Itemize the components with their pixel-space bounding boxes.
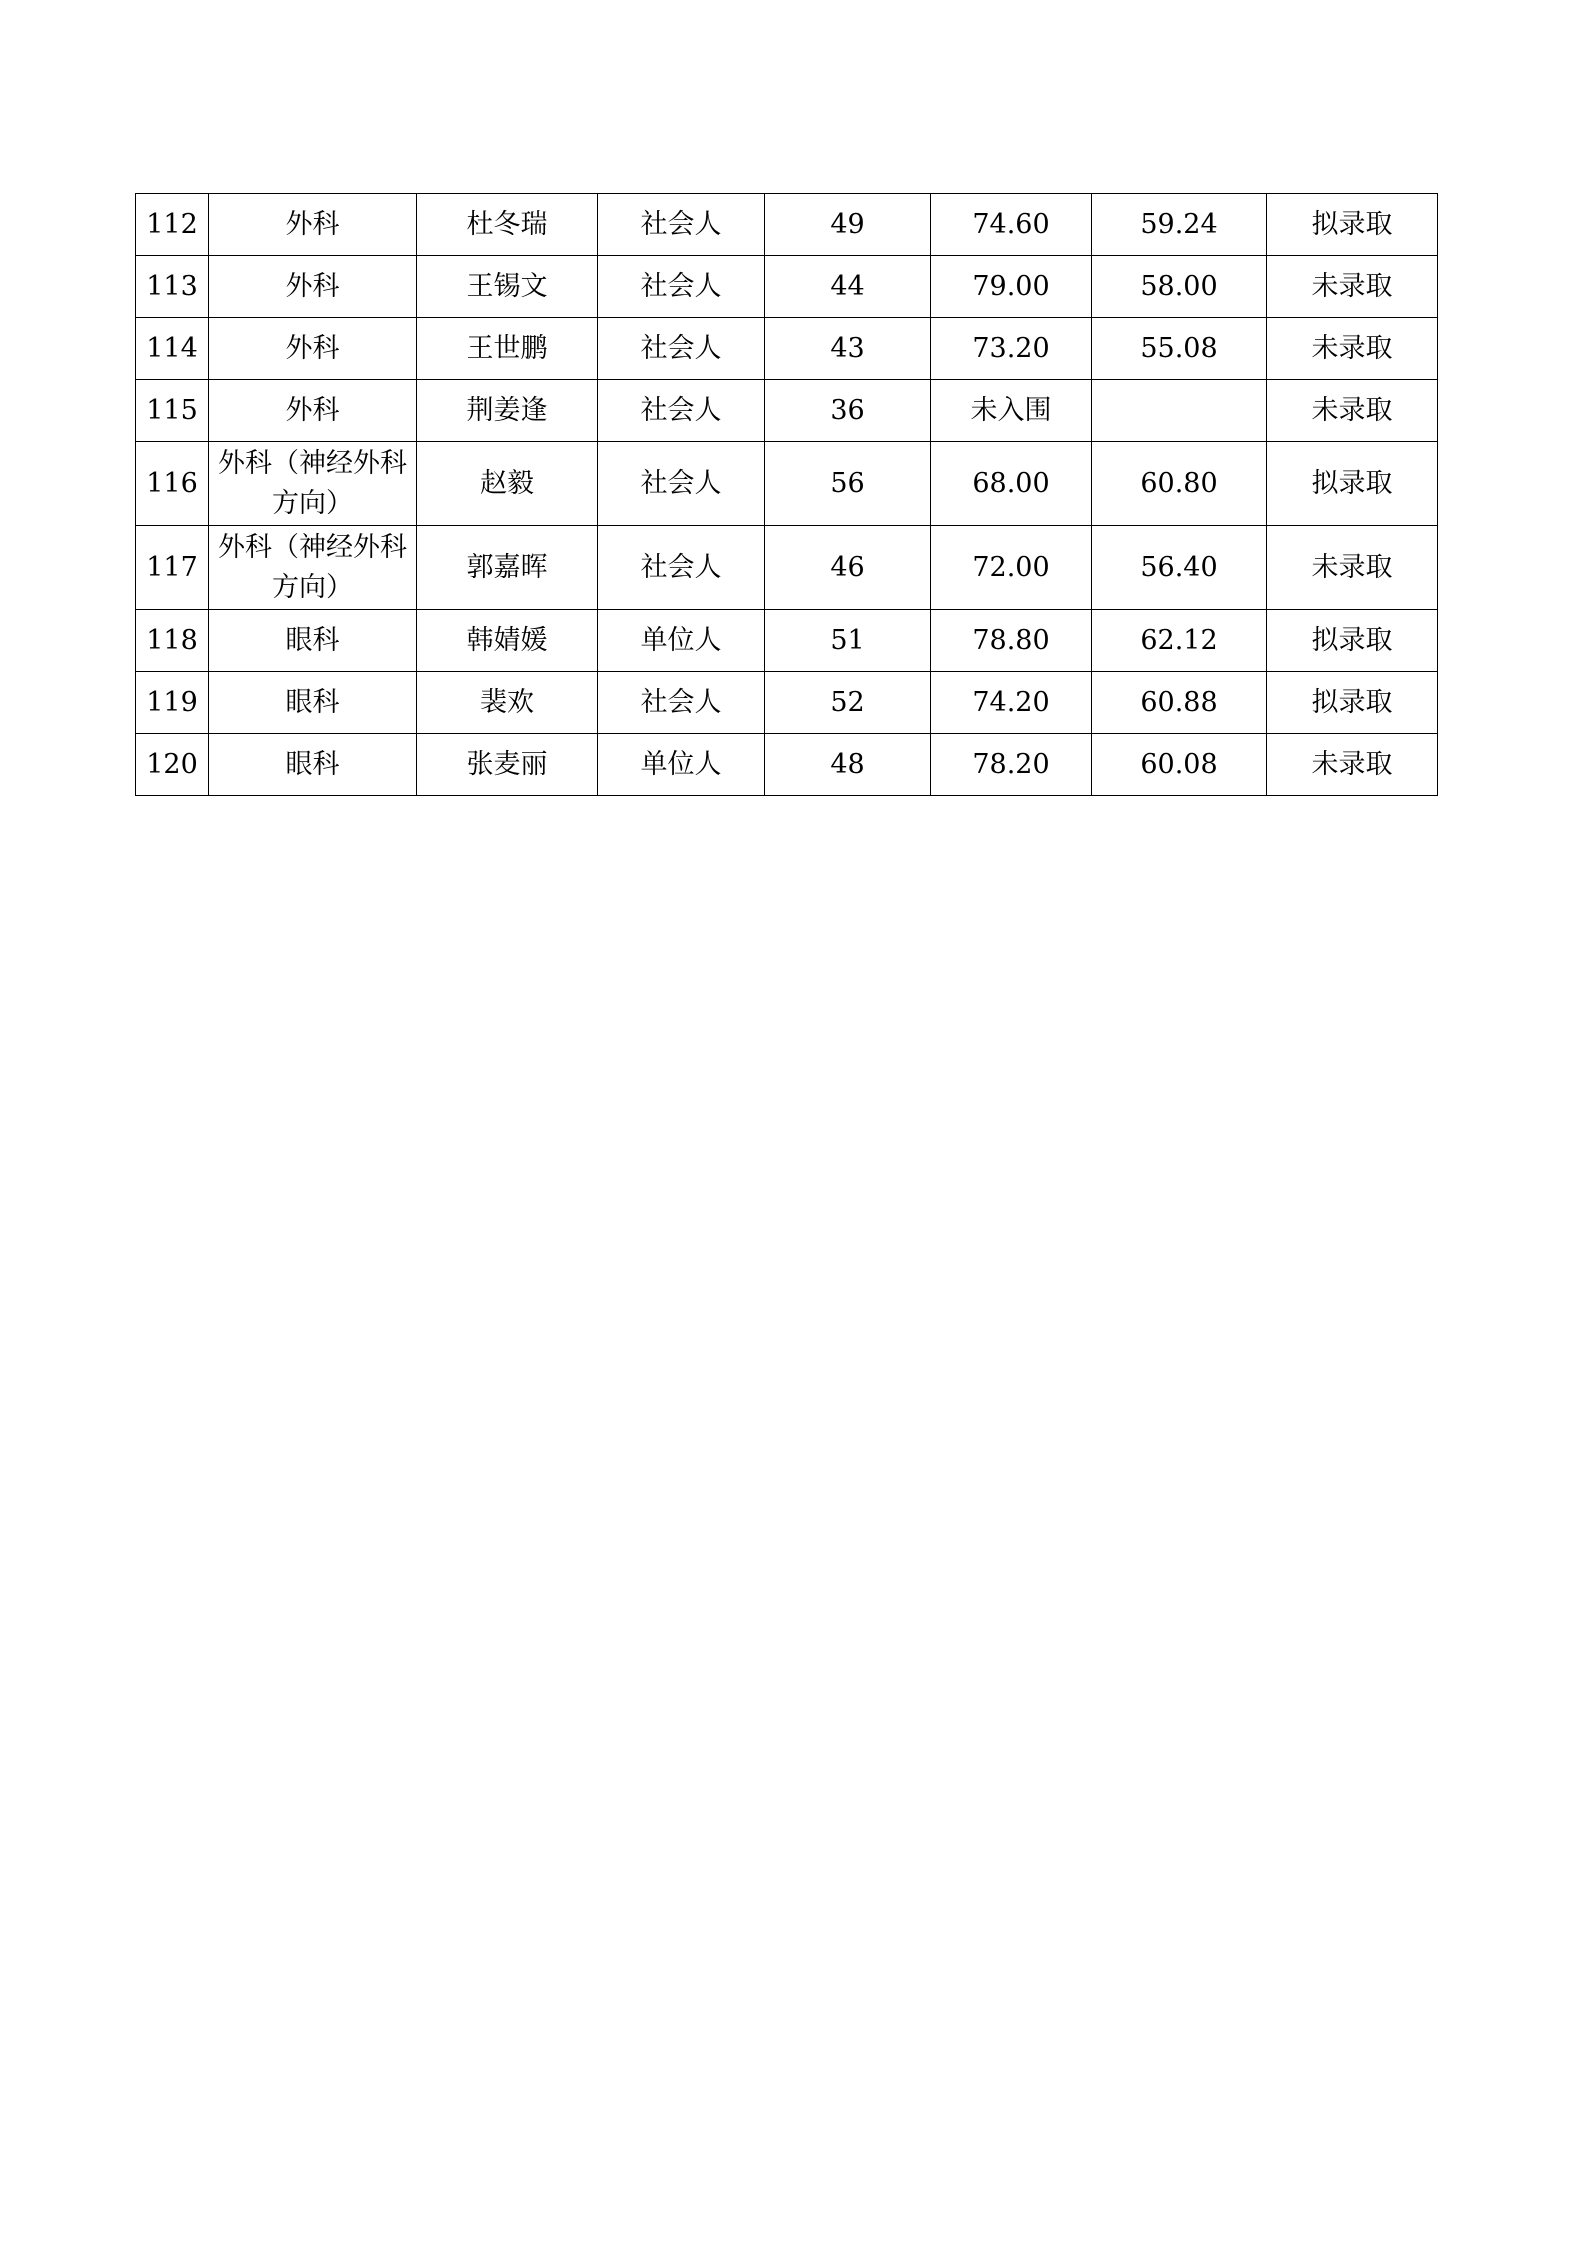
cell-number: 115	[136, 380, 209, 442]
table-row	[136, 318, 1438, 380]
cell-interview-score: 74.20	[931, 672, 1092, 734]
table-row	[136, 672, 1438, 734]
cell-interview-score: 未入围	[931, 380, 1092, 442]
cell-written-score: 49	[765, 194, 931, 256]
cell-name: 郭嘉晖	[417, 526, 598, 610]
cell-result: 未录取	[1267, 380, 1438, 442]
cell-result: 未录取	[1267, 734, 1438, 796]
cell-total-score: 55.08	[1092, 318, 1267, 380]
cell-applicant-type: 社会人	[598, 442, 765, 526]
cell-applicant-type: 单位人	[598, 734, 765, 796]
cell-applicant-type: 社会人	[598, 194, 765, 256]
cell-total-score: 60.80	[1092, 442, 1267, 526]
cell-total-score: 62.12	[1092, 610, 1267, 672]
cell-written-score: 36	[765, 380, 931, 442]
cell-total-score: 58.00	[1092, 256, 1267, 318]
cell-department: 眼科	[209, 672, 417, 734]
cell-department: 外科（神经外科方向）	[209, 526, 417, 610]
cell-written-score: 48	[765, 734, 931, 796]
cell-written-score: 56	[765, 442, 931, 526]
cell-interview-score: 78.20	[931, 734, 1092, 796]
cell-total-score: 56.40	[1092, 526, 1267, 610]
cell-number: 118	[136, 610, 209, 672]
table-row	[136, 256, 1438, 318]
cell-name: 韩婧媛	[417, 610, 598, 672]
cell-department: 外科（神经外科方向）	[209, 442, 417, 526]
cell-result: 未录取	[1267, 318, 1438, 380]
cell-department: 外科	[209, 256, 417, 318]
cell-interview-score: 74.60	[931, 194, 1092, 256]
cell-interview-score: 68.00	[931, 442, 1092, 526]
cell-name: 王锡文	[417, 256, 598, 318]
table-row	[136, 442, 1438, 526]
table-row	[136, 734, 1438, 796]
cell-number: 119	[136, 672, 209, 734]
cell-written-score: 43	[765, 318, 931, 380]
cell-total-score: 59.24	[1092, 194, 1267, 256]
cell-applicant-type: 社会人	[598, 526, 765, 610]
cell-total-score	[1092, 380, 1267, 442]
cell-applicant-type: 社会人	[598, 380, 765, 442]
cell-total-score: 60.08	[1092, 734, 1267, 796]
cell-department: 外科	[209, 194, 417, 256]
cell-result: 未录取	[1267, 526, 1438, 610]
cell-name: 张麦丽	[417, 734, 598, 796]
cell-interview-score: 72.00	[931, 526, 1092, 610]
cell-applicant-type: 社会人	[598, 672, 765, 734]
cell-name: 裴欢	[417, 672, 598, 734]
cell-name: 王世鹏	[417, 318, 598, 380]
table-row	[136, 194, 1438, 256]
cell-interview-score: 78.80	[931, 610, 1092, 672]
cell-name: 荆姜逢	[417, 380, 598, 442]
cell-interview-score: 73.20	[931, 318, 1092, 380]
cell-written-score: 46	[765, 526, 931, 610]
cell-number: 120	[136, 734, 209, 796]
cell-number: 113	[136, 256, 209, 318]
cell-total-score: 60.88	[1092, 672, 1267, 734]
cell-result: 拟录取	[1267, 610, 1438, 672]
cell-number: 117	[136, 526, 209, 610]
cell-number: 114	[136, 318, 209, 380]
cell-number: 112	[136, 194, 209, 256]
cell-department: 眼科	[209, 610, 417, 672]
cell-department: 外科	[209, 380, 417, 442]
cell-applicant-type: 社会人	[598, 318, 765, 380]
cell-name: 杜冬瑞	[417, 194, 598, 256]
cell-name: 赵毅	[417, 442, 598, 526]
cell-result: 拟录取	[1267, 672, 1438, 734]
cell-result: 拟录取	[1267, 442, 1438, 526]
cell-interview-score: 79.00	[931, 256, 1092, 318]
cell-written-score: 51	[765, 610, 931, 672]
cell-result: 未录取	[1267, 256, 1438, 318]
cell-number: 116	[136, 442, 209, 526]
cell-department: 外科	[209, 318, 417, 380]
cell-written-score: 44	[765, 256, 931, 318]
cell-result: 拟录取	[1267, 194, 1438, 256]
cell-applicant-type: 社会人	[598, 256, 765, 318]
cell-written-score: 52	[765, 672, 931, 734]
table-row	[136, 526, 1438, 610]
cell-department: 眼科	[209, 734, 417, 796]
cell-applicant-type: 单位人	[598, 610, 765, 672]
results-table	[135, 193, 1438, 796]
table-row	[136, 610, 1438, 672]
table-row	[136, 380, 1438, 442]
